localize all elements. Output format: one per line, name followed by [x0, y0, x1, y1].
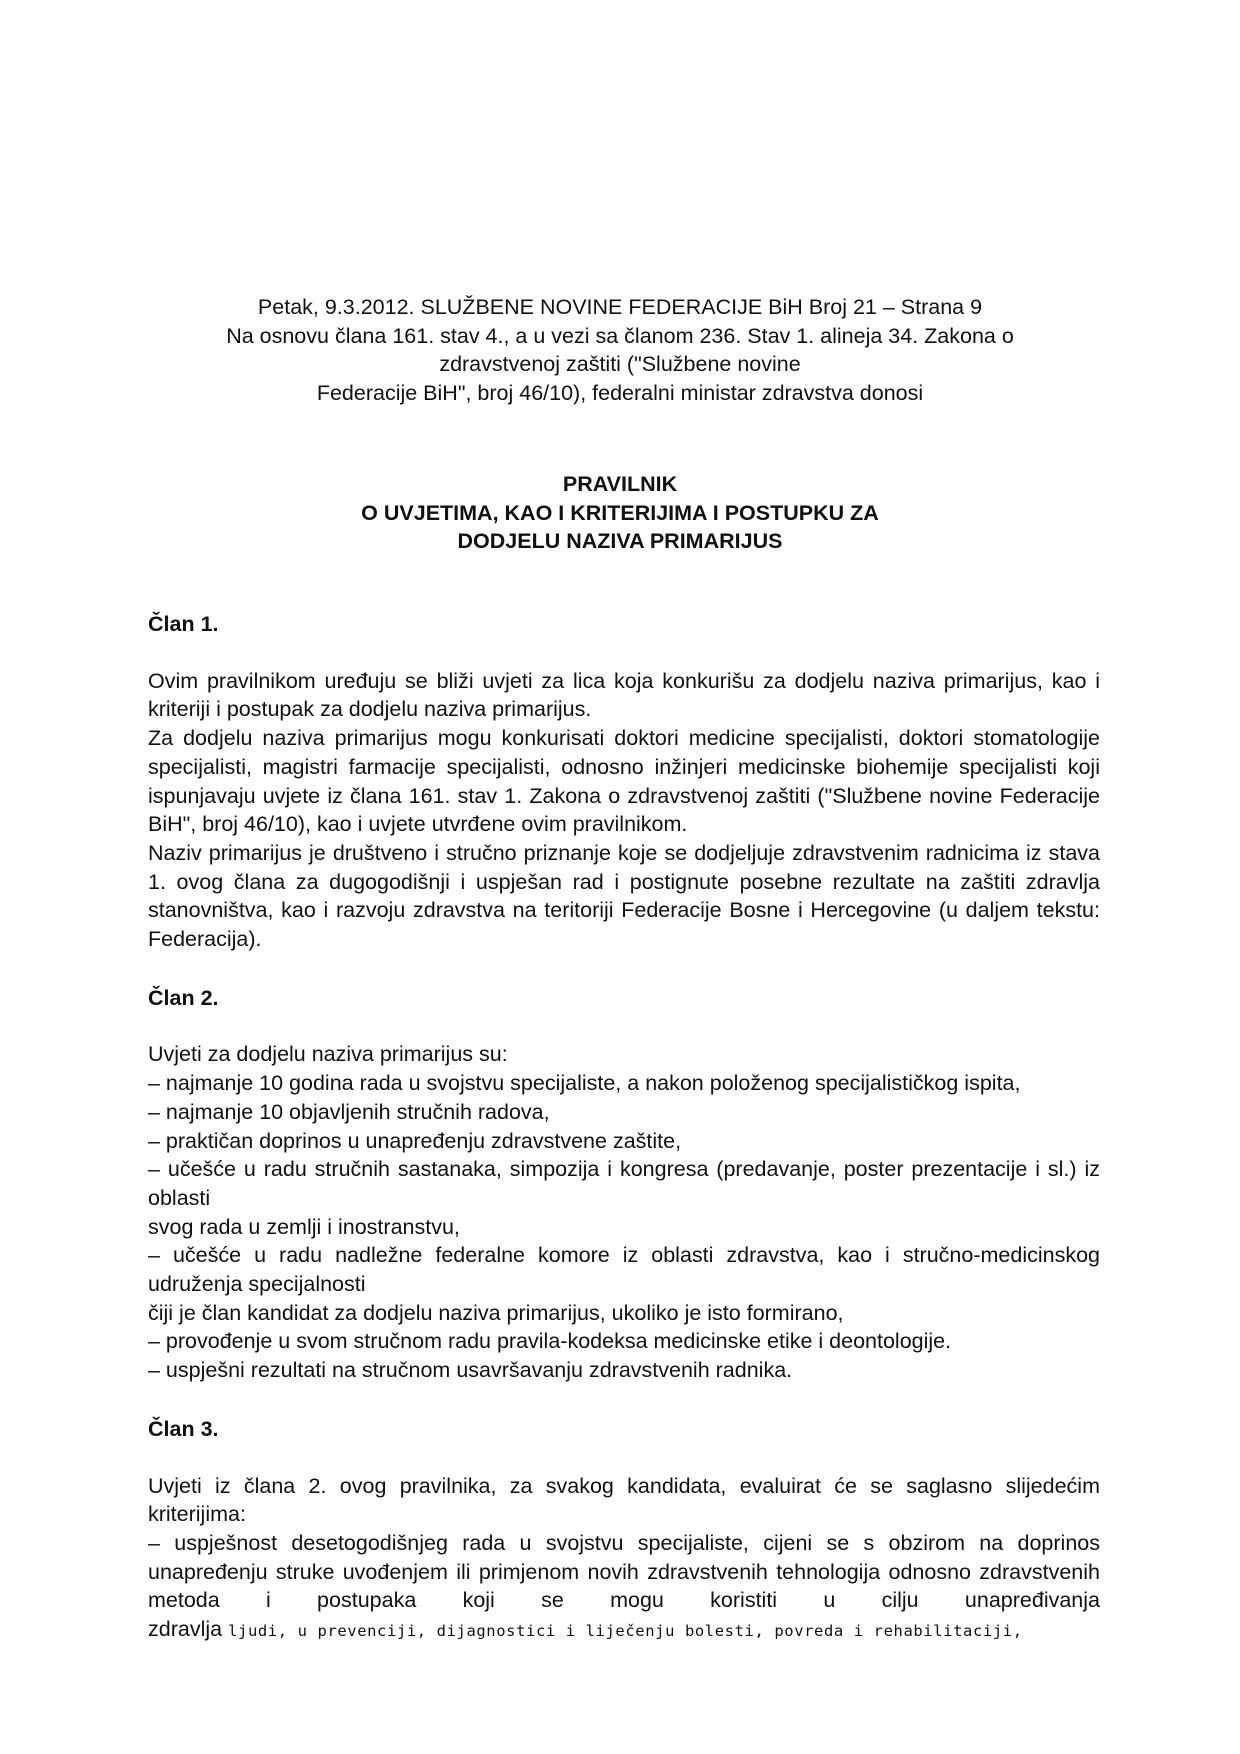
legal-basis-line: Federacije BiH", broj 46/10), federalni ministar zdravstva donosi — [316, 381, 924, 406]
text-run: zdravlja — [148, 1617, 223, 1642]
title-line: PRAVILNIK — [562, 472, 678, 496]
list-item-continuation — [148, 1615, 1100, 1646]
list-item: – uspješni rezultati na stručnom usavršavanju zdravstvenih radnika. — [148, 1358, 793, 1383]
article-heading: Član 1. — [148, 612, 219, 636]
list-item: – učešće u radu nadležne federalne komore iz oblasti zdravstva, kao i stručno-medicinskog udruženja specijalnosti — [148, 1243, 1100, 1297]
list-item: – najmanje 10 objavljenih stručnih radova, — [148, 1099, 550, 1124]
title-line: O UVJETIMA, KAO I KRITERIJIMA I POSTUPKU ZA — [361, 500, 879, 525]
text-run-monospace: ljudi, u prevenciji, dijagnostici i liječenju bolesti, povreda i rehabilitaciji, — [228, 1622, 1023, 1641]
document-title — [140, 470, 1100, 556]
list-item-continuation: čiji je član kandidat za dodjelu naziva primarijus, ukoliko je isto formirano, — [148, 1300, 844, 1325]
paragraph: Za dodjelu naziva primarijus mogu konkurisati doktori medicine specijalisti, doktori stomatologije specijalisti, magistri farmacije specijalisti, odnosno inžinjeri medicinske biohemije specijalisti koji ispunjavaju uvjete iz člana 161. stav 1. Zakona o zdravstvenoj zaštiti ("Službene novine Federacije BiH", broj 46/10), kao i uvjete utvrđene ovim pravilnikom. — [148, 726, 1100, 837]
gazette-line: Petak, 9.3.2012. SLUŽBENE NOVINE FEDERACIJE BiH Broj 21 – Strana 9 — [257, 295, 983, 319]
article-heading: Član 3. — [148, 1416, 219, 1441]
paragraph: Uvjeti iz člana 2. ovog pravilnika, za svakog kandidata, evaluirat će se saglasno slijedećim kriterijima: — [148, 1473, 1100, 1527]
article-heading: Član 2. — [148, 985, 219, 1010]
list-item-continuation: svog rada u zemlji i inostranstvu, — [148, 1214, 460, 1239]
list-item: – provođenje u svom stručnom radu pravila-kodeksa medicinske etike i deontologije. — [148, 1329, 952, 1354]
paragraph: Ovim pravilnikom uređuju se bliži uvjeti za lica koja konkurišu za dodjelu naziva primarijus, kao i kriteriji i postupak za dodjelu naziva primarijus. — [148, 668, 1100, 722]
list-item: – uspješnost desetogodišnjeg rada u svojstvu specijaliste, cijeni se s obzirom na doprinos unapređenju struke uvođenjem ili primjenom novih zdravstvenih tehnologija odnosno zdravstvenih metoda i postupaka koji se mogu koristiti u cilju unapređivanja — [148, 1530, 1100, 1613]
paragraph: Naziv primarijus je društveno i stručno priznanje koje se dodjeljuje zdravstvenim radnicima iz stava 1. ovog člana za dugogodišnji i uspješan rad i postignute posebne rezultate na zaštiti zdravlja stanovništva, kao i razvoju zdravstva na teritoriji Federacije Bosne i Hercegovine (u daljem tekstu: Federacija). — [148, 840, 1100, 952]
list-item: – učešće u radu stručnih sastanaka, simpozija i kongresa (predavanje, poster prezentacije i sl.) iz oblasti — [148, 1157, 1100, 1210]
list-item: – najmanje 10 godina rada u svojstvu specijaliste, a nakon položenog specijalističkog ispita, — [148, 1071, 1021, 1096]
document-body — [148, 610, 1100, 1646]
legal-basis-line: zdravstvenoj zaštiti ("Službene novine — [439, 352, 801, 377]
title-line: DODJELU NAZIVA PRIMARIJUS — [457, 529, 783, 553]
document-header — [140, 293, 1100, 408]
paragraph: Uvjeti za dodjelu naziva primarijus su: — [148, 1042, 508, 1067]
list-item: – praktičan doprinos u unapređenju zdravstvene zaštite, — [148, 1128, 682, 1153]
legal-basis-line: Na osnovu člana 161. stav 4., a u vezi sa članom 236. Stav 1. alineja 34. Zakona o — [226, 323, 1014, 348]
